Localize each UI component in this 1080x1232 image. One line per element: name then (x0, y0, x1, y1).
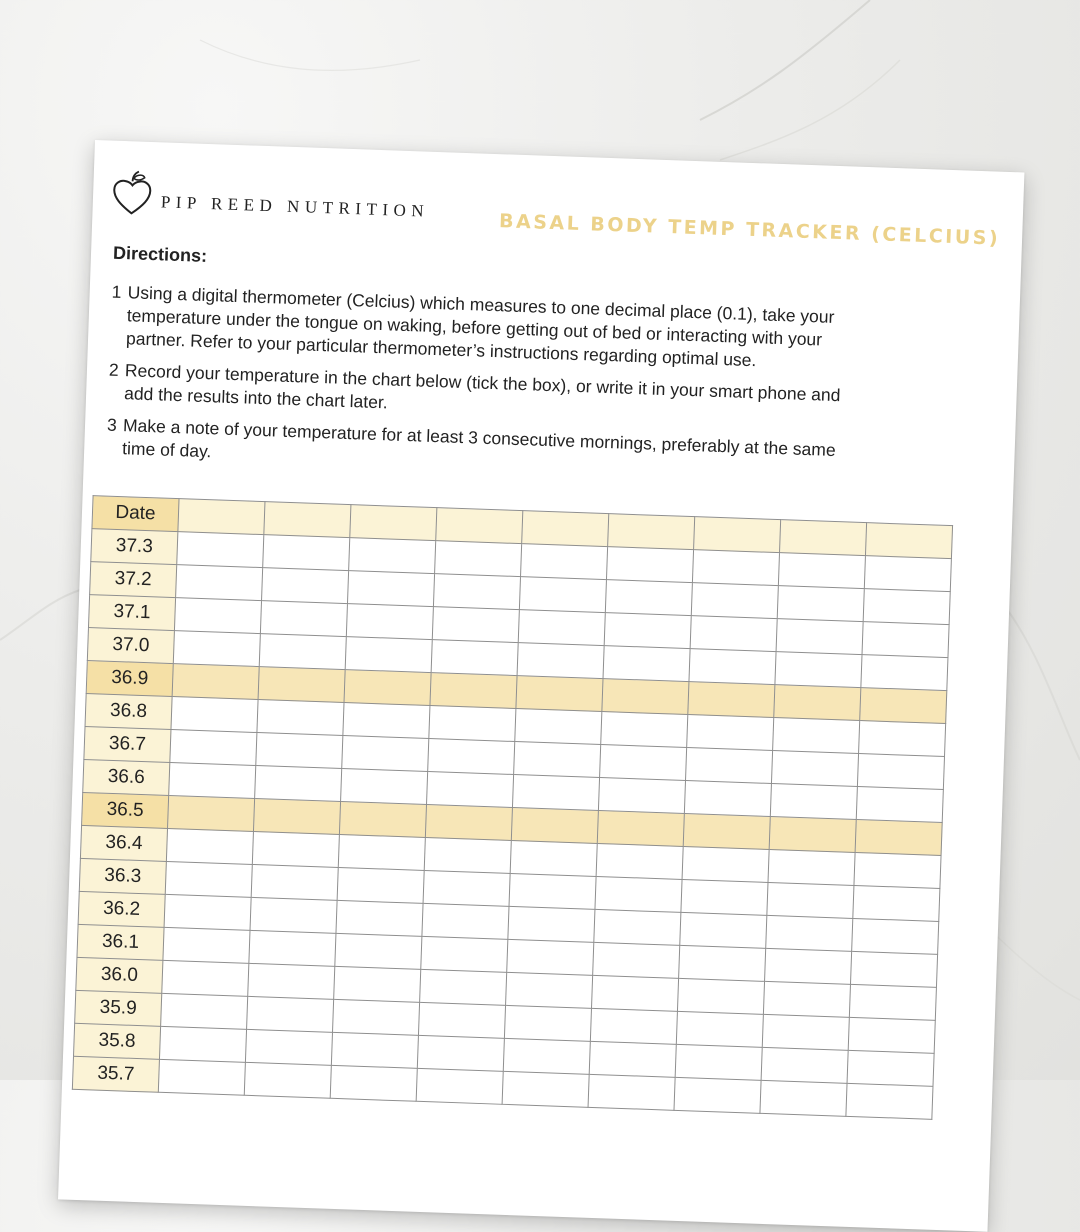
temperature-cell[interactable] (862, 622, 949, 658)
temperature-cell[interactable] (519, 577, 606, 613)
temperature-cell[interactable] (249, 930, 336, 966)
temperature-label: 37.1 (88, 595, 175, 631)
temperature-cell[interactable] (777, 586, 864, 622)
temperature-cell[interactable] (503, 1038, 590, 1074)
temperature-cell[interactable] (761, 1047, 848, 1083)
temperature-cell[interactable] (262, 568, 349, 604)
temperature-cell[interactable] (856, 787, 943, 823)
temperature-cell[interactable] (765, 948, 852, 984)
temperature-cell[interactable] (161, 993, 248, 1029)
temperature-cell[interactable] (165, 861, 252, 897)
temperature-cell[interactable] (681, 879, 768, 915)
temperature-cell[interactable] (692, 550, 779, 586)
temperature-cell[interactable] (679, 945, 766, 981)
temperature-cell[interactable] (259, 634, 346, 670)
temperature-cell[interactable] (767, 882, 854, 918)
temperature-cell[interactable] (251, 864, 338, 900)
date-cell[interactable] (350, 505, 437, 541)
temperature-cell[interactable] (521, 544, 608, 580)
temperature-cell[interactable] (421, 936, 508, 972)
temperature-cell[interactable] (336, 900, 423, 936)
temperature-cell[interactable] (677, 978, 764, 1014)
temperature-cell[interactable] (344, 670, 431, 706)
temperature-cell[interactable] (689, 649, 776, 685)
temperature-cell[interactable] (248, 963, 335, 999)
date-cell[interactable] (780, 520, 867, 556)
temperature-label: 36.4 (80, 825, 167, 861)
temperature-cell[interactable] (517, 643, 604, 679)
temperature-cell[interactable] (768, 849, 855, 885)
temperature-cell[interactable] (855, 819, 942, 855)
temperature-cell[interactable] (857, 754, 944, 790)
temperature-cell[interactable] (417, 1035, 504, 1071)
temperature-cell[interactable] (849, 984, 936, 1020)
temperature-cell[interactable] (504, 1005, 591, 1041)
temperature-cell[interactable] (164, 894, 251, 930)
temperature-cell[interactable] (682, 846, 769, 882)
temperature-cell[interactable] (420, 969, 507, 1005)
temperature-cell[interactable] (847, 1050, 934, 1086)
temperature-cell[interactable] (342, 736, 429, 772)
temperature-cell[interactable] (762, 1014, 849, 1050)
temperature-cell[interactable] (676, 1011, 763, 1047)
temperature-cell[interactable] (596, 843, 683, 879)
temperature-cell[interactable] (252, 831, 339, 867)
temperature-label: 36.6 (83, 759, 170, 795)
temperature-cell[interactable] (518, 610, 605, 646)
temperature-cell[interactable] (339, 801, 426, 837)
temperature-cell[interactable] (852, 918, 939, 954)
temperature-label: 36.2 (78, 891, 165, 927)
temperature-cell[interactable] (250, 897, 337, 933)
temperature-cell[interactable] (507, 939, 594, 975)
temperature-cell[interactable] (760, 1080, 847, 1116)
temperature-cell[interactable] (598, 777, 685, 813)
direction-step (110, 281, 852, 376)
temperature-cell[interactable] (516, 676, 603, 712)
temperature-cell[interactable] (337, 867, 424, 903)
temperature-cell[interactable] (258, 667, 345, 703)
temperature-cell[interactable] (176, 565, 263, 601)
temperature-cell[interactable] (675, 1044, 762, 1080)
temperature-cell[interactable] (606, 547, 693, 583)
temperature-label: 36.0 (76, 957, 163, 993)
temperature-cell[interactable] (349, 538, 436, 574)
temperature-cell[interactable] (589, 1041, 676, 1077)
temperature-cell[interactable] (430, 673, 517, 709)
temperature-cell[interactable] (859, 721, 946, 757)
temperature-cell[interactable] (769, 816, 856, 852)
date-cell[interactable] (522, 511, 609, 547)
temperature-cell[interactable] (333, 999, 420, 1035)
temperature-cell[interactable] (863, 589, 950, 625)
date-cell[interactable] (178, 499, 265, 535)
temperature-cell[interactable] (691, 583, 778, 619)
brand-name: PIP REED NUTRITION (160, 192, 430, 221)
temperature-cell[interactable] (502, 1071, 589, 1107)
temperature-cell[interactable] (422, 903, 509, 939)
temperature-cell[interactable] (166, 828, 253, 864)
temperature-cell[interactable] (435, 541, 522, 577)
temperature-cell[interactable] (509, 873, 596, 909)
temperature-cell[interactable] (425, 804, 512, 840)
temperature-label: 36.5 (82, 792, 169, 828)
temperature-cell[interactable] (774, 685, 861, 721)
temperature-cell[interactable] (256, 733, 343, 769)
temperature-cell[interactable] (860, 688, 947, 724)
temperature-cell[interactable] (244, 1062, 331, 1098)
temperature-cell[interactable] (428, 739, 515, 775)
temperature-cell[interactable] (255, 765, 342, 801)
date-cell[interactable] (264, 502, 351, 538)
temperature-cell[interactable] (433, 574, 520, 610)
temperature-cell[interactable] (861, 655, 948, 691)
temperature-cell[interactable] (424, 837, 511, 873)
temperature-cell[interactable] (603, 646, 690, 682)
temperature-cell[interactable] (330, 1065, 417, 1101)
temperature-cell[interactable] (850, 951, 937, 987)
temperature-cell[interactable] (595, 876, 682, 912)
temperature-cell[interactable] (345, 637, 432, 673)
temperature-label: 35.9 (75, 990, 162, 1026)
temperature-cell[interactable] (263, 535, 350, 571)
temperature-cell[interactable] (331, 1032, 418, 1068)
temperature-cell[interactable] (770, 783, 857, 819)
temperature-cell[interactable] (680, 912, 767, 948)
temperature-cell[interactable] (260, 601, 347, 637)
temperature-cell[interactable] (853, 885, 940, 921)
sheet-header (110, 169, 1001, 250)
step-text: Make a note of your temperature for at least 3 consecutive mornings, preferably at the same time of day. (121, 415, 836, 462)
temperature-cell[interactable] (423, 870, 510, 906)
temperature-cell[interactable] (172, 664, 259, 700)
temperature-cell[interactable] (257, 700, 344, 736)
temperature-label: 35.7 (72, 1056, 159, 1092)
date-cell[interactable] (694, 517, 781, 553)
temperature-cell[interactable] (346, 604, 433, 640)
temperature-cell[interactable] (159, 1026, 246, 1062)
temperature-cell[interactable] (778, 553, 865, 589)
temperature-cell[interactable] (597, 810, 684, 846)
temperature-cell[interactable] (590, 1008, 677, 1044)
temperature-cell[interactable] (171, 697, 258, 733)
temperature-cell[interactable] (343, 703, 430, 739)
temperature-label: 35.8 (74, 1023, 161, 1059)
temperature-cell[interactable] (605, 580, 692, 616)
temperature-cell[interactable] (593, 942, 680, 978)
temperature-cell[interactable] (775, 652, 862, 688)
temperature-cell[interactable] (341, 768, 428, 804)
temperature-cell[interactable] (776, 619, 863, 655)
temperature-cell[interactable] (177, 532, 264, 568)
temperature-cell[interactable] (170, 730, 257, 766)
temperature-label: 37.0 (87, 628, 174, 664)
temperature-label: 36.8 (85, 694, 172, 730)
temperature-cell[interactable] (334, 966, 421, 1002)
temperature-cell[interactable] (162, 960, 249, 996)
temperature-label: 36.1 (77, 924, 164, 960)
temperature-cell[interactable] (511, 807, 598, 843)
temperature-cell[interactable] (168, 795, 255, 831)
temperature-cell[interactable] (600, 745, 687, 781)
temperature-cell[interactable] (432, 607, 519, 643)
temperature-cell[interactable] (773, 718, 860, 754)
temperature-cell[interactable] (594, 909, 681, 945)
temperature-cell[interactable] (864, 556, 951, 592)
date-cell[interactable] (436, 508, 523, 544)
temperature-cell[interactable] (429, 706, 516, 742)
temperature-cell[interactable] (169, 762, 256, 798)
temperature-cell[interactable] (163, 927, 250, 963)
temperature-cell[interactable] (601, 712, 688, 748)
temperature-cell[interactable] (335, 933, 422, 969)
page-title: BASAL BODY TEMP TRACKER (CELCIUS) (498, 210, 1001, 250)
temperature-label: 37.2 (90, 562, 177, 598)
temperature-cell[interactable] (771, 751, 858, 787)
temperature-cell[interactable] (846, 1083, 933, 1119)
temperature-cell[interactable] (418, 1002, 505, 1038)
temperature-cell[interactable] (416, 1068, 503, 1104)
directions-heading: Directions: (112, 242, 208, 266)
temperature-label: 36.9 (86, 661, 173, 697)
temperature-cell[interactable] (347, 571, 434, 607)
step-number: 1 (111, 281, 122, 303)
step-number: 2 (108, 359, 120, 380)
temperature-cell[interactable] (245, 1029, 332, 1065)
temperature-cell[interactable] (515, 709, 602, 745)
step-text: Record your temperature in the chart below (tick the box), or write it in your smart phone and add the results into the chart later. (123, 360, 841, 413)
temperature-cell[interactable] (687, 715, 774, 751)
temperature-label: 36.3 (79, 858, 166, 894)
temperature-cell[interactable] (683, 813, 770, 849)
temperature-cell[interactable] (686, 748, 773, 784)
temperature-cell[interactable] (431, 640, 518, 676)
temperature-cell[interactable] (510, 840, 597, 876)
temperature-cell[interactable] (602, 679, 689, 715)
temperature-label: 36.7 (84, 727, 171, 763)
temperature-cell[interactable] (506, 972, 593, 1008)
step-number: 3 (106, 414, 118, 435)
step-text: Using a digital thermometer (Celcius) which measures to one decimal place (0.1), take your temperature under the tongue on waking, before getting out of bed or interacting with your partner. Refer to your particular thermometer’s instructions regarding optimal use. (125, 282, 835, 371)
temperature-cell[interactable] (512, 774, 599, 810)
temperature-cell[interactable] (766, 915, 853, 951)
temperature-cell[interactable] (684, 780, 771, 816)
directions-list (106, 281, 852, 495)
temperature-cell[interactable] (508, 906, 595, 942)
temperature-chart (72, 495, 953, 1120)
temperature-cell[interactable] (247, 996, 334, 1032)
temperature-cell[interactable] (427, 771, 514, 807)
temperature-cell[interactable] (174, 598, 261, 634)
temperature-label: 37.3 (91, 529, 178, 565)
date-cell[interactable] (608, 514, 695, 550)
temperature-cell[interactable] (674, 1077, 761, 1113)
temperature-cell[interactable] (253, 798, 340, 834)
temperature-cell[interactable] (591, 975, 678, 1011)
temperature-cell[interactable] (848, 1017, 935, 1053)
date-cell[interactable] (865, 523, 952, 559)
temperature-cell[interactable] (338, 834, 425, 870)
date-label: Date (92, 496, 179, 532)
temperature-cell[interactable] (604, 613, 691, 649)
tracker-sheet (58, 140, 1024, 1232)
temperature-cell[interactable] (688, 682, 775, 718)
heart-apple-icon (110, 169, 154, 218)
temperature-cell[interactable] (158, 1059, 245, 1095)
temperature-cell[interactable] (173, 631, 260, 667)
temperature-cell[interactable] (514, 742, 601, 778)
temperature-cell[interactable] (763, 981, 850, 1017)
temperature-cell[interactable] (690, 616, 777, 652)
temperature-cell[interactable] (854, 852, 941, 888)
